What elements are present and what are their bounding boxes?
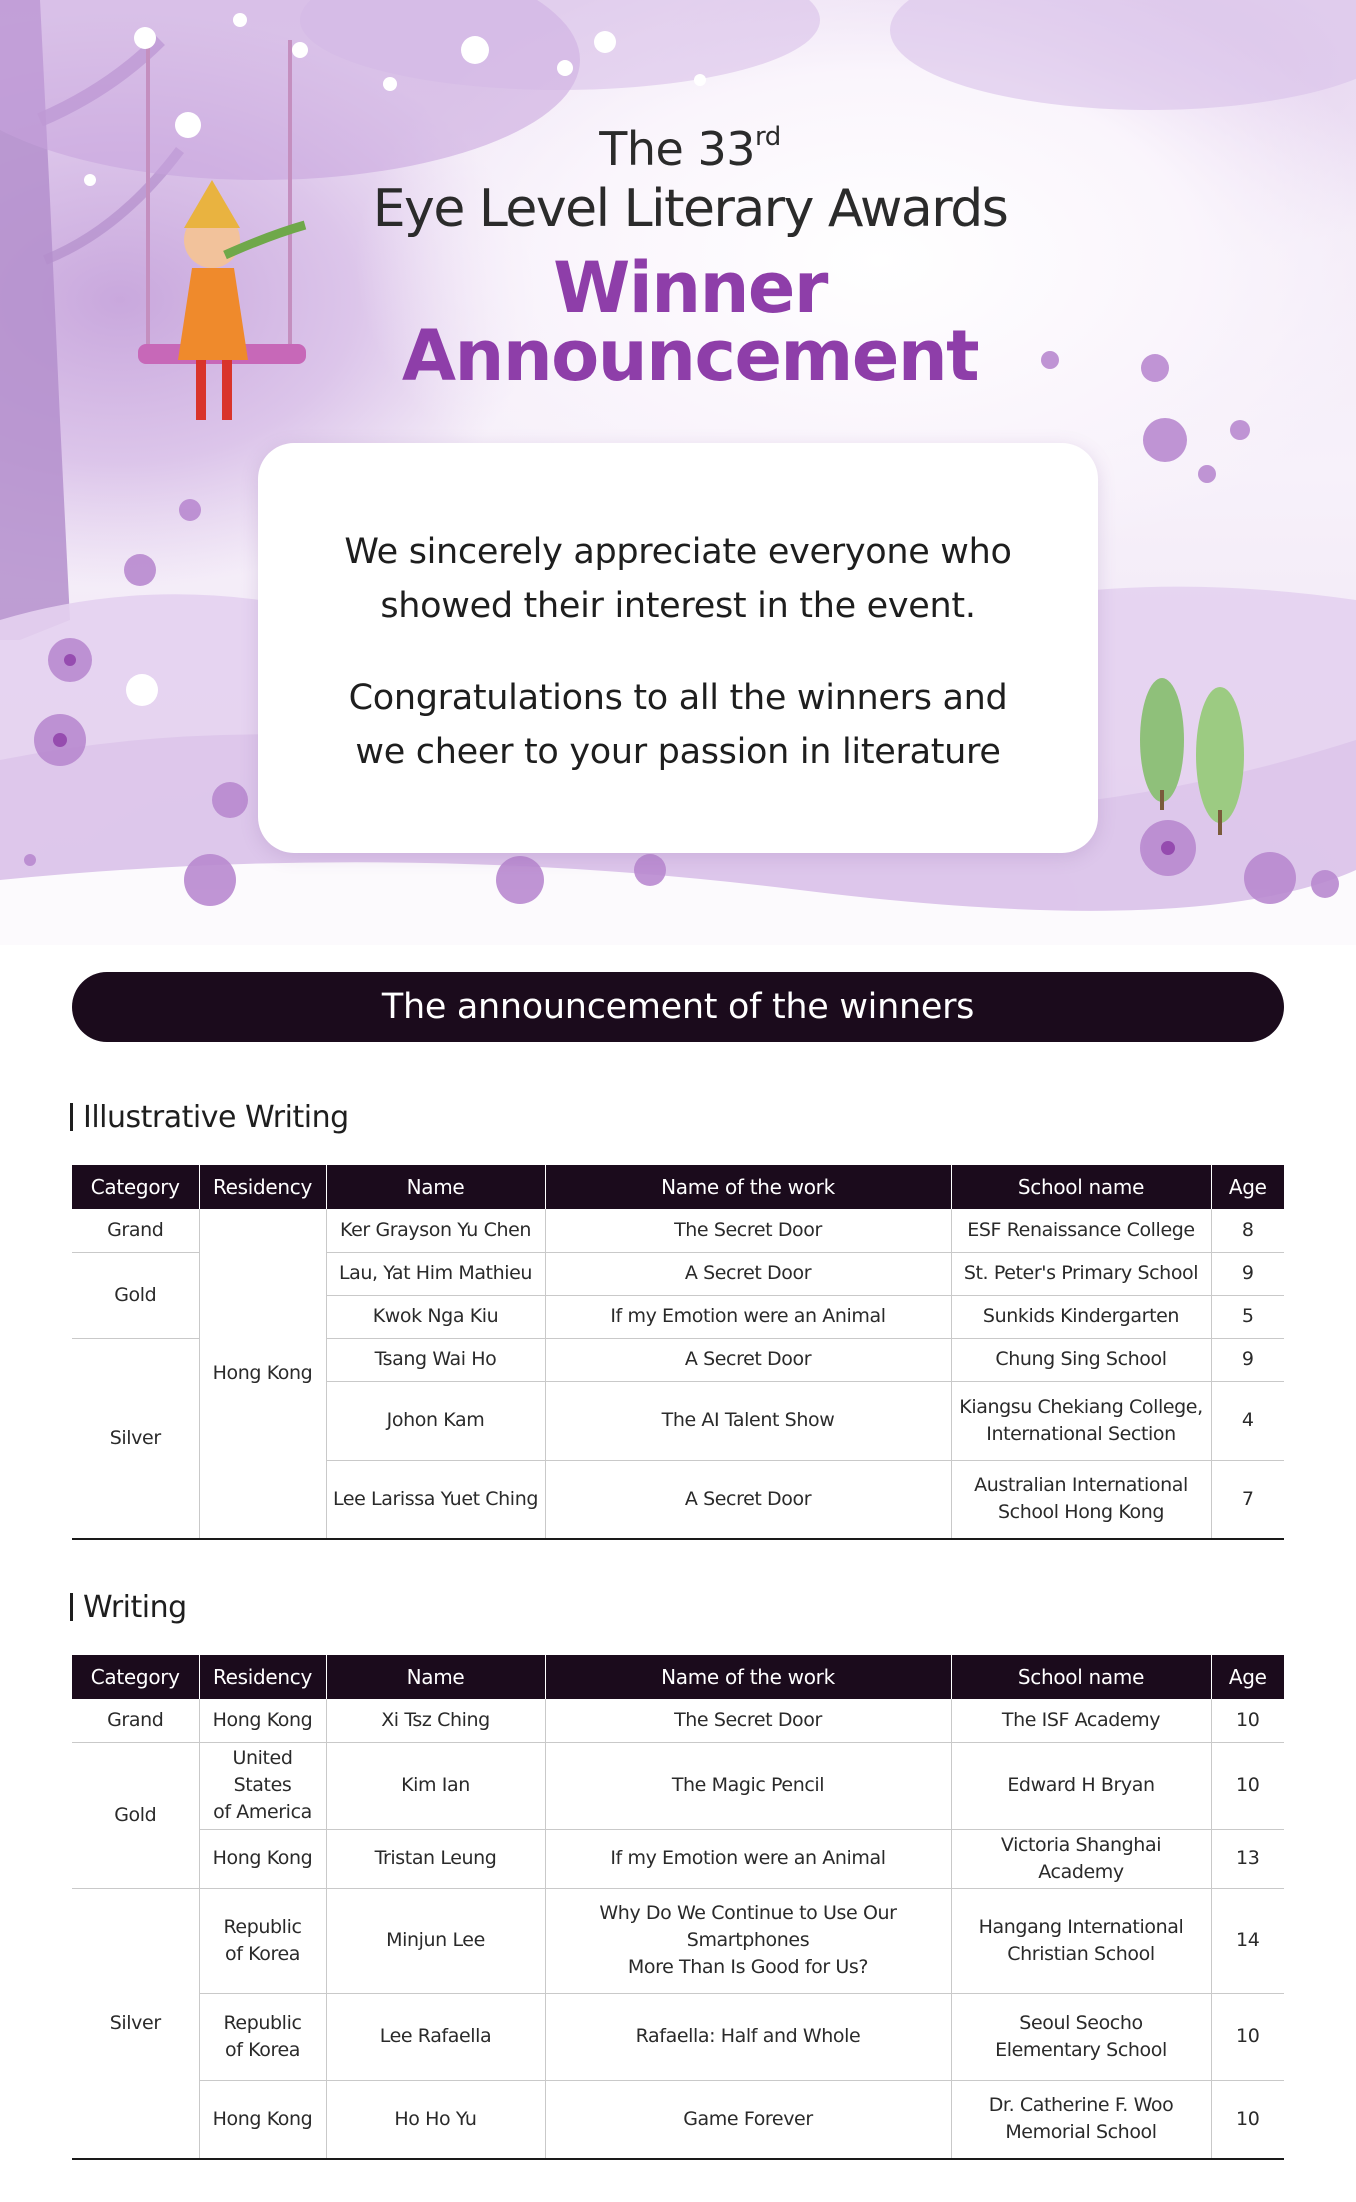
age: 13 [1211,1829,1284,1888]
section-title-illustrative [70,1100,349,1135]
work-title [545,1888,951,1993]
school-line: Dr. Catherine F. Woo [988,2094,1174,2117]
small-tree [1196,687,1244,823]
table-row [72,1699,1284,1742]
table-header-row [72,1165,1284,1209]
category-grand: Grand [72,1209,199,1252]
residency-cell [199,1888,326,1993]
table-row [72,1993,1284,2080]
col-age: Age [1211,1165,1284,1209]
appreciation-message [258,525,1098,633]
age: 10 [1211,1742,1284,1829]
work-line: More Than Is Good for Us? [627,1956,869,1978]
school-line: Hangang International [978,1915,1184,1938]
work-title: The Secret Door [545,1699,951,1742]
category-silver: Silver [72,1338,199,1539]
residency-cell: Hong Kong [199,1209,326,1539]
col-age: Age [1211,1655,1284,1699]
child-leg [196,360,206,420]
foliage [890,0,1356,110]
school-name: Sunkids Kindergarten [951,1295,1211,1338]
residency-line: of America [213,1801,312,1823]
table-row [72,1829,1284,1888]
child-leg [222,360,232,420]
work-title: If my Emotion were an Animal [545,1295,951,1338]
winner-name: Lee Larissa Yuet Ching [326,1460,545,1539]
section-bar [70,1593,73,1621]
age: 4 [1211,1381,1284,1460]
congratulations-message [258,671,1098,779]
col-residency: Residency [199,1165,326,1209]
age: 8 [1211,1209,1284,1252]
work-title: The Magic Pencil [545,1742,951,1829]
col-category: Category [72,1655,199,1699]
child-dress [178,268,248,360]
residency-cell [199,1993,326,2080]
school-name: St. Peter's Primary School [951,1252,1211,1295]
work-title: A Secret Door [545,1460,951,1539]
section-title-text: Writing [83,1590,187,1625]
message-line: We sincerely appreciate everyone who [344,532,1012,572]
winner-name: Lee Rafaella [326,1993,545,2080]
col-school: School name [951,1655,1211,1699]
child-crown [184,180,240,228]
award-title [340,120,1040,397]
col-name: Name [326,1655,545,1699]
residency-cell [199,1742,326,1829]
school-name: ESF Renaissance College [951,1209,1211,1252]
school-line: International Section [986,1422,1176,1445]
winner-name: Minjun Lee [326,1888,545,1993]
section-bar [70,1103,73,1131]
work-title: A Secret Door [545,1338,951,1381]
table-row [72,1888,1284,1993]
work-title: If my Emotion were an Animal [545,1829,951,1888]
announcement-heading: Announcement [401,315,979,397]
school-line: Christian School [1007,1942,1155,1965]
col-category: Category [72,1165,199,1209]
illustrative-winners-table [72,1165,1284,1540]
residency-cell: Hong Kong [199,2080,326,2159]
writing-winners-table [72,1655,1284,2160]
award-name: Eye Level Literary Awards [372,179,1008,239]
school-line: Kiangsu Chekiang College, [959,1395,1203,1418]
winner-heading: Winner [553,247,827,329]
residency-cell: Hong Kong [199,1699,326,1742]
winner-name: Johon Kam [326,1381,545,1460]
table-header-row [72,1655,1284,1699]
hero-banner [0,0,1356,945]
message-card [258,443,1098,853]
residency-line: Republic [223,2011,302,2034]
school-name [951,2080,1211,2159]
age: 9 [1211,1252,1284,1295]
col-residency: Residency [199,1655,326,1699]
winner-name: Ho Ho Yu [326,2080,545,2159]
edition-number: The 33 [599,122,755,176]
residency-line: United States [232,1747,293,1796]
work-title: Game Forever [545,2080,951,2159]
col-name: Name [326,1165,545,1209]
work-title: The Secret Door [545,1209,951,1252]
school-name [951,1993,1211,2080]
table-row [72,2080,1284,2159]
table-row [72,1742,1284,1829]
small-tree [1140,678,1184,802]
school-line: Australian International [974,1474,1188,1497]
school-name [951,1381,1211,1460]
residency-line: Republic [223,1915,302,1938]
winners-banner: The announcement of the winners [72,972,1284,1042]
section-title-text: Illustrative Writing [83,1100,349,1135]
residency-line: of Korea [224,1942,301,1965]
winner-name: Xi Tsz Ching [326,1699,545,1742]
category-silver: Silver [72,1888,199,2159]
school-line: School Hong Kong [997,1501,1164,1524]
school-line: Elementary School [995,2038,1167,2061]
work-title: A Secret Door [545,1252,951,1295]
age: 10 [1211,1993,1284,2080]
winner-name: Tristan Leung [326,1829,545,1888]
age: 7 [1211,1460,1284,1539]
school-line: Seoul Seocho [1019,2011,1143,2034]
winner-name: Tsang Wai Ho [326,1338,545,1381]
school-name: Chung Sing School [951,1338,1211,1381]
winner-name: Lau, Yat Him Mathieu [326,1252,545,1295]
col-work: Name of the work [545,1655,951,1699]
message-line: we cheer to your passion in literature [355,732,1001,772]
award-edition [340,120,1040,178]
section-title-writing [70,1590,187,1625]
winner-name: Ker Grayson Yu Chen [326,1209,545,1252]
residency-cell: Hong Kong [199,1829,326,1888]
work-line: Why Do We Continue to Use Our Smartphones [599,1902,897,1951]
category-grand: Grand [72,1699,199,1742]
school-name: Edward H Bryan [951,1742,1211,1829]
residency-line: of Korea [224,2038,301,2061]
col-work: Name of the work [545,1165,951,1209]
col-school: School name [951,1165,1211,1209]
age: 5 [1211,1295,1284,1338]
age: 10 [1211,2080,1284,2159]
edition-suffix: rd [754,122,781,152]
school-line: Memorial School [1005,2121,1157,2144]
category-gold: Gold [72,1742,199,1888]
work-title: The AI Talent Show [545,1381,951,1460]
category-gold: Gold [72,1252,199,1338]
message-line: Congratulations to all the winners and [348,678,1008,718]
school-name [951,1460,1211,1539]
school-name [951,1888,1211,1993]
work-title: Rafaella: Half and Whole [545,1993,951,2080]
table-row [72,1209,1284,1252]
message-line: showed their interest in the event. [380,586,976,626]
winner-name: Kwok Nga Kiu [326,1295,545,1338]
age: 9 [1211,1338,1284,1381]
age: 10 [1211,1699,1284,1742]
winner-name: Kim Ian [326,1742,545,1829]
school-name: The ISF Academy [951,1699,1211,1742]
age: 14 [1211,1888,1284,1993]
school-name: Victoria Shanghai Academy [951,1829,1211,1888]
